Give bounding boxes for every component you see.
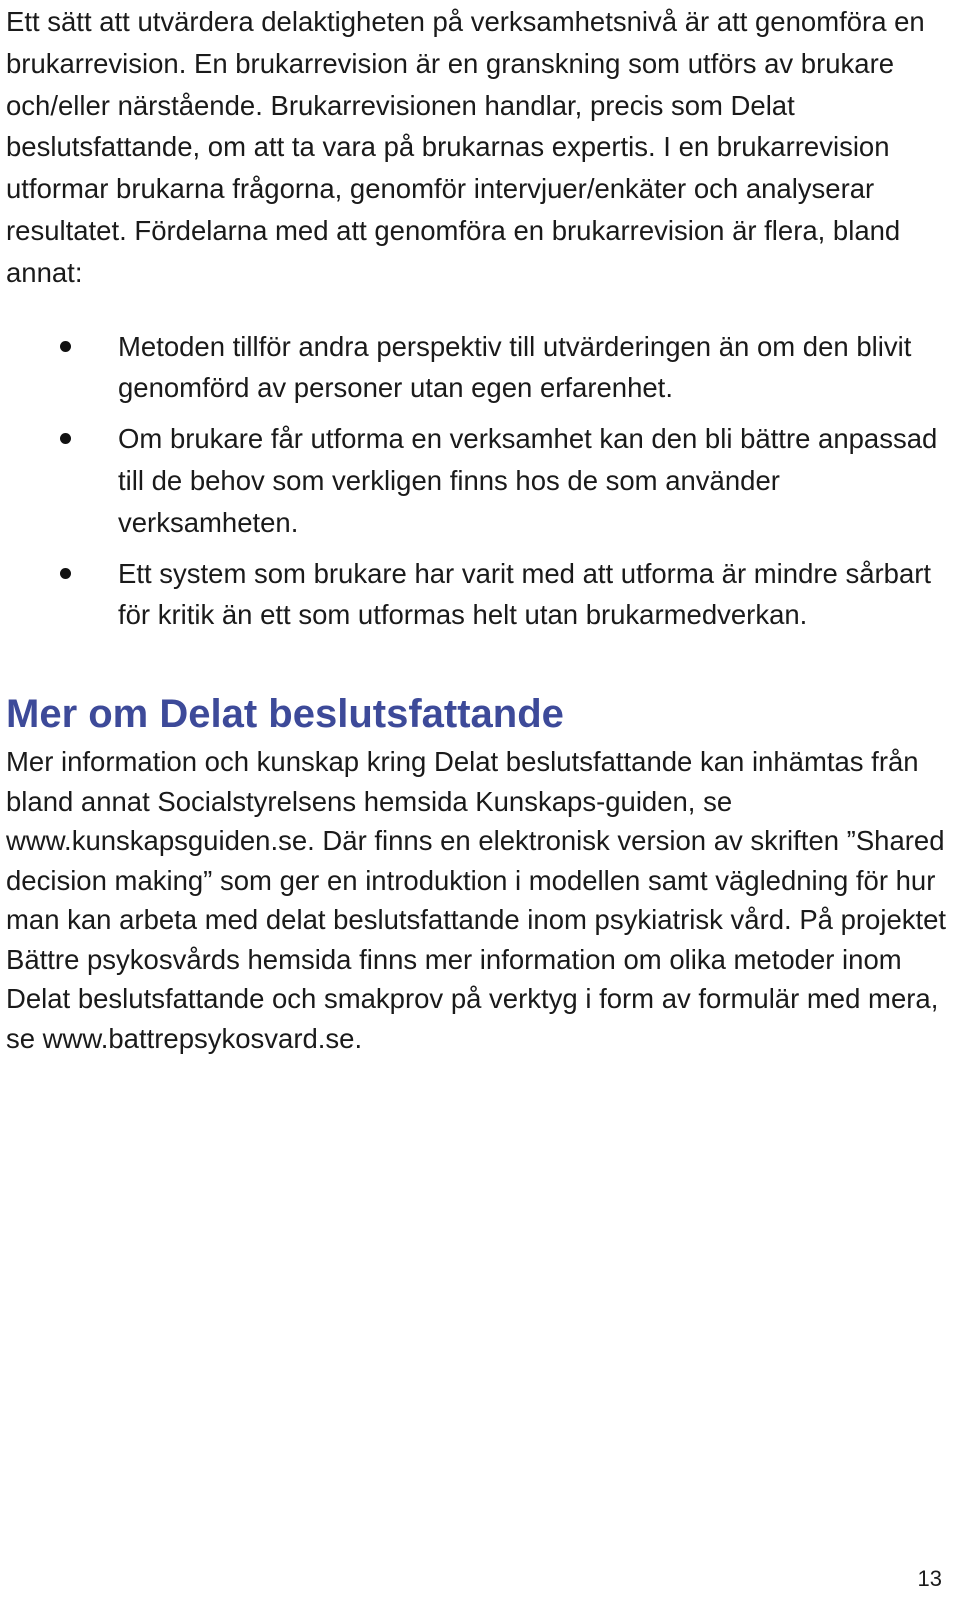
list-item-text: Om brukare får utforma en verksamhet kan den bli bättre anpassad till de behov som verkligen finns hos de som använder verksamheten. xyxy=(118,423,938,538)
list-item-text: Metoden tillför andra perspektiv till utvärderingen än om den blivit genomförd av personer utan egen erfarenhet. xyxy=(118,330,912,404)
list-item xyxy=(6,553,954,637)
intro-paragraph: Ett sätt att utvärdera delaktigheten på verksamhetsnivå är att genomföra en brukarrevision. En brukarrevision är en granskning som utförs av brukare och/eller närstående. Brukarrevisionen handlar, precis som Delat beslutsfattande, om att ta vara på brukarnas expertis. I en brukarrevision utformar brukarna frågorna, genomför intervjuer/enkäter och analyserar resultatet. Fördelarna med att genomföra en brukarrevision är flera, bland annat: xyxy=(6,6,925,288)
list-item xyxy=(6,418,954,543)
bullet-icon xyxy=(60,433,71,444)
list-item xyxy=(6,326,954,410)
list-item-text: Ett system som brukare har varit med att utforma är mindre sårbart för kritik än ett som utformas helt utan brukarmedverkan. xyxy=(118,557,932,631)
document-page xyxy=(6,0,954,1058)
section-body: Mer information och kunskap kring Delat beslutsfattande kan inhämtas från bland annat Socialstyrelsens hemsida Kunskaps-guiden, se www.kunskapsguiden.se. Där finns en elektronisk version av skriften ”Shared decision making” som ger en introduktion i modellen samt vägledning för hur man kan arbeta med delat beslutsfattande inom psykiatrisk vård. På projektet Bättre psykosvårds hemsida finns mer information om olika metoder inom Delat beslutsfattande och smakprov på verktyg i form av formulär med mera, se www.battrepsykosvard.se. xyxy=(6,746,947,1054)
page-number: 13 xyxy=(917,1566,942,1591)
bullet-icon xyxy=(60,341,71,352)
bullet-icon xyxy=(60,568,71,579)
advantages-list xyxy=(6,326,954,637)
section-heading: Mer om Delat beslutsfattande xyxy=(6,692,564,737)
